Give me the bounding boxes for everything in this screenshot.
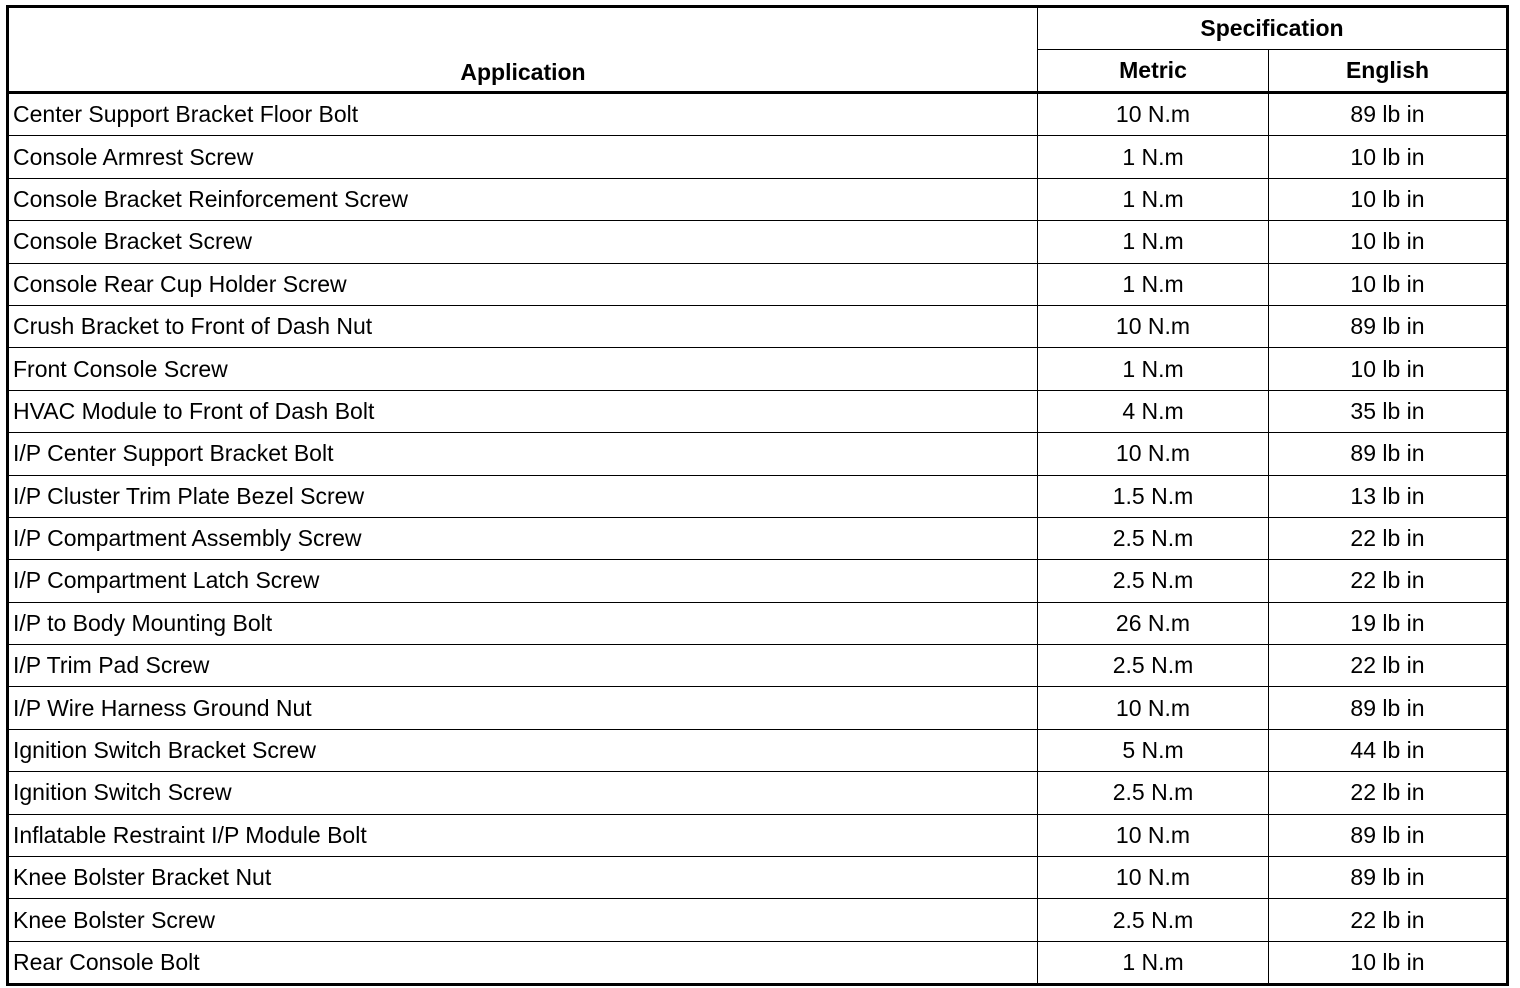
application-cell: I/P to Body Mounting Bolt: [8, 602, 1038, 644]
metric-value-cell: 26 N.m: [1038, 602, 1269, 644]
metric-value-cell: 2.5 N.m: [1038, 517, 1269, 559]
metric-value-cell: 10 N.m: [1038, 814, 1269, 856]
metric-value-cell: 2.5 N.m: [1038, 560, 1269, 602]
english-column-header: English: [1269, 50, 1508, 93]
table-row: [8, 433, 1508, 475]
metric-value-cell: 2.5 N.m: [1038, 899, 1269, 941]
application-cell: Rear Console Bolt: [8, 941, 1038, 984]
english-value-cell: 35 lb in: [1269, 390, 1508, 432]
english-value-cell: 10 lb in: [1269, 221, 1508, 263]
metric-value-cell: 1 N.m: [1038, 348, 1269, 390]
table-row: [8, 517, 1508, 559]
english-value-cell: 19 lb in: [1269, 602, 1508, 644]
english-value-cell: 89 lb in: [1269, 814, 1508, 856]
application-cell: I/P Compartment Assembly Screw: [8, 517, 1038, 559]
application-cell: Knee Bolster Bracket Nut: [8, 857, 1038, 899]
metric-value-cell: 4 N.m: [1038, 390, 1269, 432]
table-row: [8, 136, 1508, 178]
english-value-cell: 22 lb in: [1269, 772, 1508, 814]
fastener-torque-table: [6, 5, 1509, 986]
application-cell: Console Rear Cup Holder Screw: [8, 263, 1038, 305]
table-row: [8, 941, 1508, 984]
metric-value-cell: 10 N.m: [1038, 857, 1269, 899]
fastener-spec-sheet: [6, 5, 1506, 986]
table-row: [8, 729, 1508, 771]
english-value-cell: 89 lb in: [1269, 857, 1508, 899]
english-value-cell: 10 lb in: [1269, 178, 1508, 220]
english-value-cell: 10 lb in: [1269, 941, 1508, 984]
table-row: [8, 178, 1508, 220]
application-cell: Center Support Bracket Floor Bolt: [8, 93, 1038, 136]
table-body: [8, 93, 1508, 985]
english-value-cell: 44 lb in: [1269, 729, 1508, 771]
application-cell: Ignition Switch Bracket Screw: [8, 729, 1038, 771]
metric-value-cell: 2.5 N.m: [1038, 772, 1269, 814]
table-row: [8, 263, 1508, 305]
table-row: [8, 602, 1508, 644]
metric-value-cell: 1.5 N.m: [1038, 475, 1269, 517]
application-cell: Console Bracket Reinforcement Screw: [8, 178, 1038, 220]
header-row-top: [8, 7, 1508, 50]
metric-value-cell: 10 N.m: [1038, 93, 1269, 136]
table-header: [8, 7, 1508, 93]
english-value-cell: 89 lb in: [1269, 687, 1508, 729]
table-row: [8, 772, 1508, 814]
metric-value-cell: 2.5 N.m: [1038, 645, 1269, 687]
english-value-cell: 22 lb in: [1269, 517, 1508, 559]
table-row: [8, 899, 1508, 941]
application-cell: Knee Bolster Screw: [8, 899, 1038, 941]
specification-group-header: Specification: [1038, 7, 1508, 50]
english-value-cell: 10 lb in: [1269, 348, 1508, 390]
application-cell: I/P Center Support Bracket Bolt: [8, 433, 1038, 475]
application-cell: I/P Compartment Latch Screw: [8, 560, 1038, 602]
english-value-cell: 10 lb in: [1269, 263, 1508, 305]
metric-value-cell: 1 N.m: [1038, 941, 1269, 984]
metric-value-cell: 1 N.m: [1038, 263, 1269, 305]
application-cell: Inflatable Restraint I/P Module Bolt: [8, 814, 1038, 856]
table-row: [8, 645, 1508, 687]
application-cell: Ignition Switch Screw: [8, 772, 1038, 814]
metric-column-header: Metric: [1038, 50, 1269, 93]
english-value-cell: 89 lb in: [1269, 93, 1508, 136]
metric-value-cell: 5 N.m: [1038, 729, 1269, 771]
table-row: [8, 857, 1508, 899]
english-value-cell: 22 lb in: [1269, 560, 1508, 602]
english-value-cell: 89 lb in: [1269, 433, 1508, 475]
metric-value-cell: 10 N.m: [1038, 305, 1269, 347]
application-cell: I/P Trim Pad Screw: [8, 645, 1038, 687]
english-value-cell: 89 lb in: [1269, 305, 1508, 347]
english-value-cell: 10 lb in: [1269, 136, 1508, 178]
metric-value-cell: 10 N.m: [1038, 687, 1269, 729]
english-value-cell: 22 lb in: [1269, 645, 1508, 687]
table-row: [8, 390, 1508, 432]
table-row: [8, 93, 1508, 136]
application-cell: I/P Cluster Trim Plate Bezel Screw: [8, 475, 1038, 517]
table-row: [8, 560, 1508, 602]
application-cell: Console Bracket Screw: [8, 221, 1038, 263]
metric-value-cell: 1 N.m: [1038, 136, 1269, 178]
table-row: [8, 305, 1508, 347]
table-row: [8, 221, 1508, 263]
application-cell: Crush Bracket to Front of Dash Nut: [8, 305, 1038, 347]
application-cell: HVAC Module to Front of Dash Bolt: [8, 390, 1038, 432]
application-column-header: Application: [8, 7, 1038, 93]
table-row: [8, 475, 1508, 517]
application-cell: Front Console Screw: [8, 348, 1038, 390]
metric-value-cell: 10 N.m: [1038, 433, 1269, 475]
table-row: [8, 348, 1508, 390]
metric-value-cell: 1 N.m: [1038, 221, 1269, 263]
english-value-cell: 13 lb in: [1269, 475, 1508, 517]
table-row: [8, 687, 1508, 729]
table-row: [8, 814, 1508, 856]
metric-value-cell: 1 N.m: [1038, 178, 1269, 220]
application-cell: I/P Wire Harness Ground Nut: [8, 687, 1038, 729]
application-cell: Console Armrest Screw: [8, 136, 1038, 178]
english-value-cell: 22 lb in: [1269, 899, 1508, 941]
